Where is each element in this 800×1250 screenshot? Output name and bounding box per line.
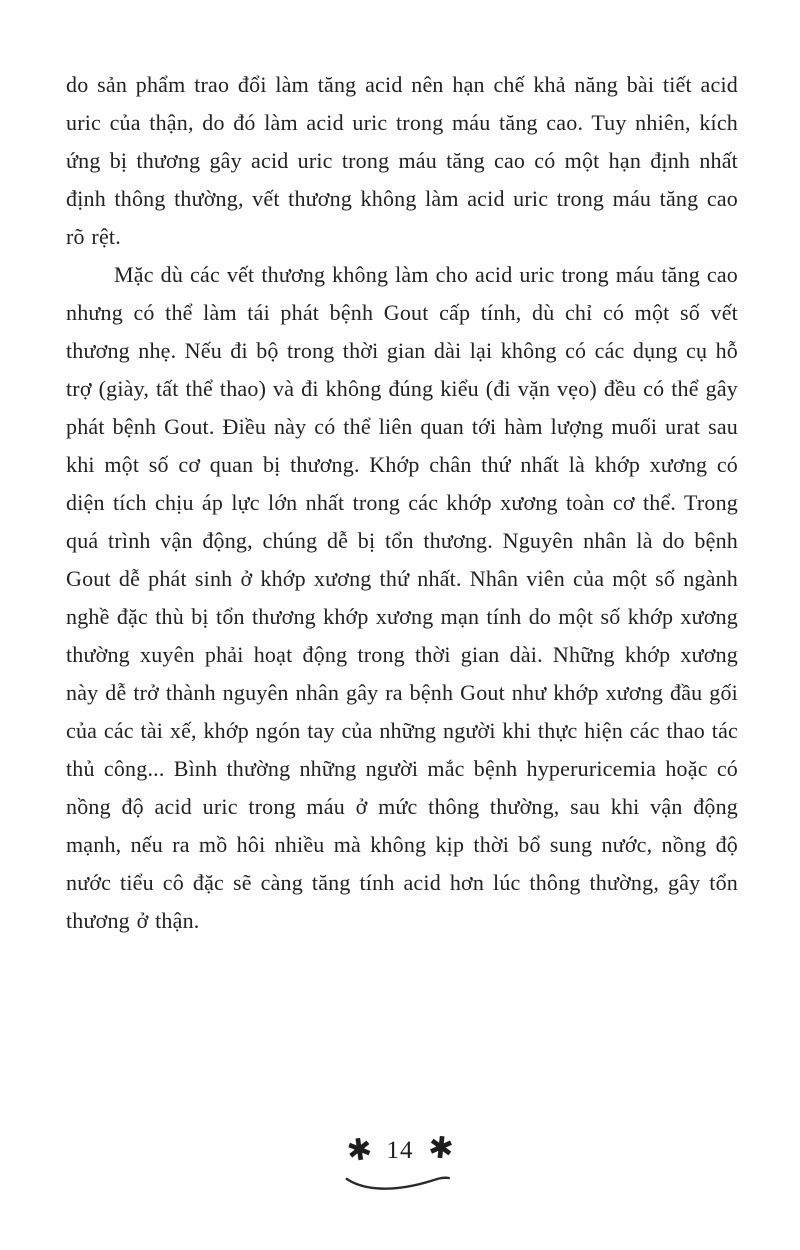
- paragraph-continuation: do sản phẩm trao đổi làm tăng acid nên hạn chế khả năng bài tiết acid uric của thận, do đó làm acid uric trong máu tăng cao. Tuy nhiên, kích ứng bị thương gây acid uric trong máu tăng cao có một hạn định nhất định thông thường, vết thương không làm acid uric trong máu tăng cao rõ rệt.: [66, 72, 738, 249]
- page-footer: [0, 1129, 800, 1216]
- page-text: [66, 66, 738, 940]
- page-number: 14: [386, 1137, 414, 1164]
- page-number-group: [344, 1129, 455, 1170]
- asterisk-ornament-right-icon: ✱: [426, 1129, 455, 1168]
- paragraph-body: Mặc dù các vết thương không làm cho acid uric trong máu tăng cao nhưng có thể làm tái phát bệnh Gout cấp tính, dù chỉ có một số vết thương nhẹ. Nếu đi bộ trong thời gian dài lại không có các dụng cụ hỗ trợ (giày, tất thể thao) và đi không đúng kiểu (đi vặn vẹo) đều có thể gây phát bệnh Gout. Điều này có thể liên quan tới hàm lượng muối urat sau khi một số cơ quan bị thương. Khớp chân thứ nhất là khớp xương có diện tích chịu áp lực lớn nhất trong các khớp xương toàn cơ thể. Trong quá trình vận động, chúng dễ bị tổn thương. Nguyên nhân là do bệnh Gout dễ phát sinh ở khớp xương thứ nhất. Nhân viên của một số ngành nghề đặc thù bị tổn thương khớp xương mạn tính do một số khớp xương thường xuyên phải hoạt động trong thời gian dài. Những khớp xương này dễ trở thành nguyên nhân gây ra bệnh Gout như khớp xương đầu gối của các tài xế, khớp ngón tay của những người khi thực hiện các thao tác thủ công... Bình thường những người mắc bệnh hyperuricemia hoặc có nồng độ acid uric trong máu ở mức thông thường, sau khi vận động mạnh, nếu ra mồ hôi nhiều mà không kịp thời bổ sung nước, nồng độ nước tiểu cô đặc sẽ càng tăng tính acid hơn lúc thông thường, gây tổn thương ở thận.: [66, 262, 738, 933]
- asterisk-ornament-left-icon: ✱: [344, 1131, 375, 1170]
- swoosh-underline: [343, 1172, 453, 1194]
